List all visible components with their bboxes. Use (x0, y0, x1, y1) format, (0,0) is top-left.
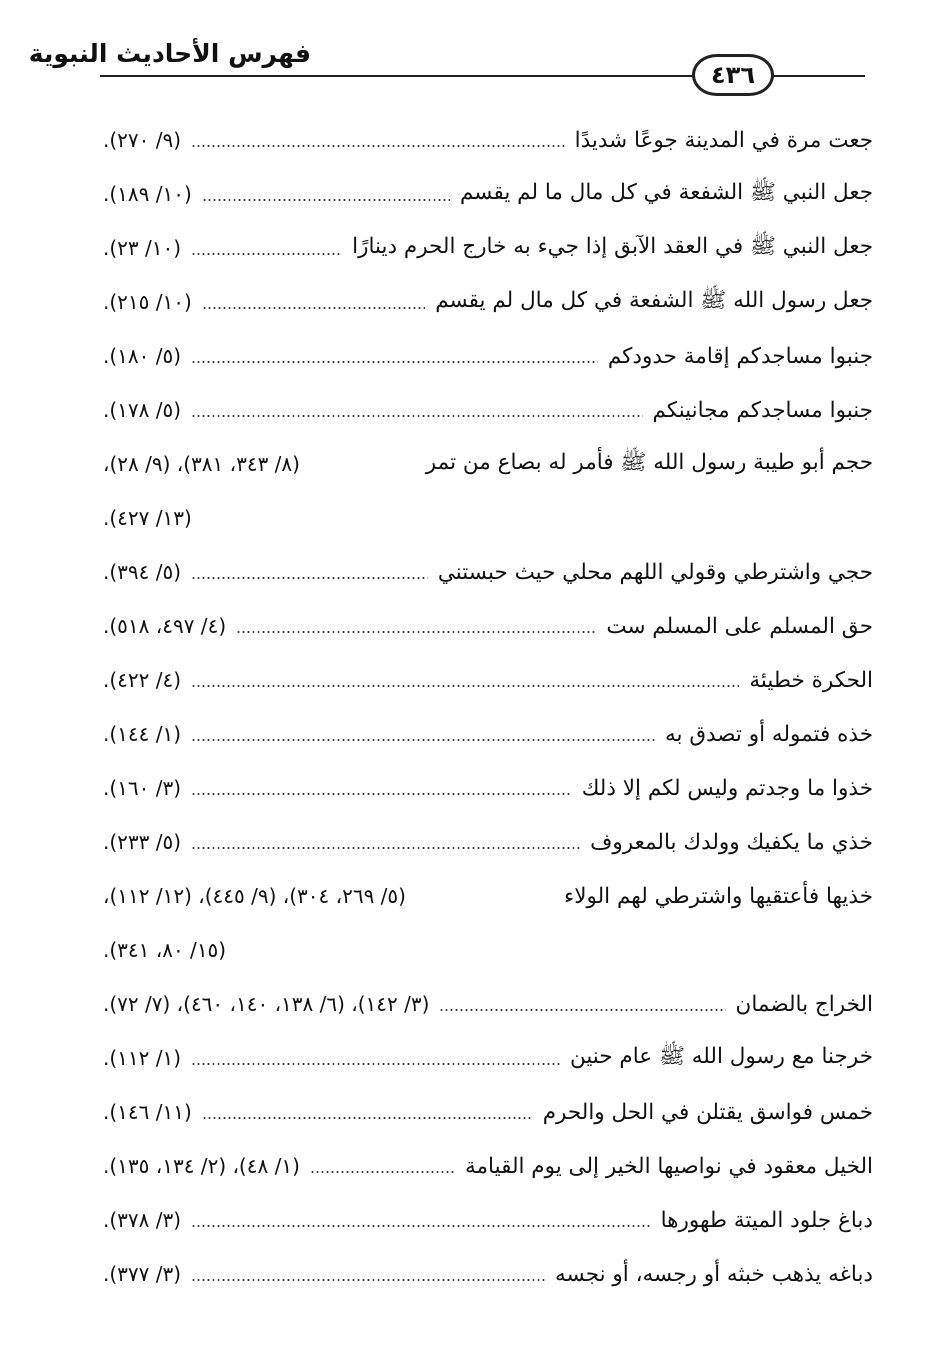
entry-text: حق المسلم على المسلم ست (606, 613, 873, 639)
entry-reference-continued: (١٣/ ٤٢٧). (103, 506, 192, 530)
entry-text: خذيها فأعتقيها واشترطي لهم الولاء (564, 883, 873, 909)
running-header-title: فهرس الأحاديث النبوية (28, 39, 311, 68)
entry-text: جنبوا مساجدكم مجانينكم (652, 397, 873, 423)
index-entry (103, 545, 873, 599)
entry-reference: (١٠/ ٢٣). (103, 236, 182, 260)
leader-dots (191, 145, 565, 147)
entry-text: جعل النبي ﷺ في العقد الآبق إذا جيء به خارج الحرم دينارًا (352, 233, 873, 259)
leader-dots (191, 577, 428, 579)
leader-dots (191, 685, 739, 687)
entry-text: حجي واشترطي وقولي اللهم محلي حيث حبستني (437, 559, 873, 585)
index-entry (103, 329, 873, 383)
index-entry (103, 977, 873, 1031)
index-entry (103, 815, 873, 869)
entry-reference: (٣/ ١٦٠). (103, 776, 182, 800)
leader-dots (202, 307, 425, 309)
entry-text: خذوا ما وجدتم وليس لكم إلا ذلك (581, 775, 873, 801)
index-entry (103, 653, 873, 707)
leader-dots (191, 793, 572, 795)
entry-reference: (٨/ ٣٤٣، ٣٨١)، (٩/ ٢٨)، (103, 452, 300, 476)
entry-reference: (١١/ ١٤٦). (103, 1100, 192, 1124)
entry-text: الخيل معقود في نواصيها الخير إلى يوم القيامة (464, 1153, 873, 1179)
entry-text: جنبوا مساجدكم إقامة حدودكم (607, 343, 873, 369)
leader-dots (202, 1117, 533, 1119)
index-entry (103, 383, 873, 437)
entry-text: حجم أبو طيبة رسول الله ﷺ فأمر له بصاع من تمر (425, 449, 873, 475)
entry-reference: (١/ ٤٨)، (٢/ ١٣٤، ١٣٥). (103, 1154, 300, 1178)
leader-dots (191, 1063, 560, 1065)
index-entry (103, 1247, 873, 1301)
entry-reference: (٥/ ٢٣٣). (103, 830, 182, 854)
page-number-badge: ٤٣٦ (692, 54, 774, 96)
entry-reference: (٤/ ٤٢٢). (103, 668, 182, 692)
entry-reference: (٥/ ٣٩٤). (103, 560, 182, 584)
index-entry (103, 1031, 873, 1085)
index-entry (103, 221, 873, 275)
entry-text: جعل النبي ﷺ الشفعة في كل مال ما لم يقسم (459, 179, 873, 205)
entry-text: جعل رسول الله ﷺ الشفعة في كل مال لم يقسم (435, 287, 873, 313)
entry-text: خذي ما يكفيك وولدك بالمعروف (590, 829, 873, 855)
entry-text: جعت مرة في المدينة جوعًا شديدًا (574, 127, 873, 153)
hadith-index-list (103, 113, 873, 1301)
entry-text: خرجنا مع رسول الله ﷺ عام حنين (569, 1043, 873, 1069)
index-entry (103, 869, 873, 923)
entry-reference: (٣/ ١٤٢)، (٦/ ١٣٨، ١٤٠، ٤٦٠)، (٧/ ٧٢). (103, 992, 430, 1016)
entry-text: خذه فتموله أو تصدق به (664, 721, 873, 747)
index-entry (103, 707, 873, 761)
entry-reference: (٥/ ١٨٠). (103, 344, 182, 368)
entry-reference: (٣/ ٣٧٨). (103, 1208, 182, 1232)
leader-dots (310, 1171, 455, 1173)
index-entry-continuation (103, 923, 873, 977)
entry-text: الخراج بالضمان (735, 991, 873, 1017)
leader-dots (191, 361, 598, 363)
leader-dots (191, 1225, 651, 1227)
leader-dots (191, 739, 655, 741)
index-entry (103, 275, 873, 329)
index-entry (103, 761, 873, 815)
index-entry (103, 1085, 873, 1139)
index-entry (103, 113, 873, 167)
index-entry-continuation (103, 491, 873, 545)
entry-text: الحكرة خطيئة (749, 667, 873, 693)
leader-dots (191, 1279, 545, 1281)
entry-text: دباغه يذهب خبثه أو رجسه، أو نجسه (555, 1261, 873, 1287)
entry-reference: (٣/ ٣٧٧). (103, 1262, 182, 1286)
entry-reference: (١٠/ ٢١٥). (103, 290, 192, 314)
entry-reference: (٥/ ١٧٨). (103, 398, 182, 422)
entry-reference: (٥/ ٢٦٩، ٣٠٤)، (٩/ ٤٤٥)، (١٢/ ١١٢)، (103, 884, 406, 908)
leader-dots (191, 847, 580, 849)
entry-text: دباغ جلود الميتة طهورها (660, 1207, 873, 1233)
entry-reference: (١/ ١١٢). (103, 1046, 182, 1070)
index-entry (103, 437, 873, 491)
entry-reference: (٩/ ٢٧٠). (103, 128, 182, 152)
entry-reference-continued: (١٥/ ٨٠، ٣٤١). (103, 938, 227, 962)
index-entry (103, 1193, 873, 1247)
index-entry (103, 167, 873, 221)
leader-dots (439, 1009, 725, 1011)
entry-reference: (٤/ ٤٩٧، ٥١٨). (103, 614, 227, 638)
leader-dots (202, 199, 450, 201)
entry-reference: (١/ ١٤٤). (103, 722, 182, 746)
leader-dots (236, 631, 596, 633)
index-entry (103, 1139, 873, 1193)
entry-text: خمس فواسق يقتلن في الحل والحرم (542, 1099, 873, 1125)
index-entry (103, 599, 873, 653)
entry-reference: (١٠/ ١٨٩). (103, 182, 192, 206)
leader-dots (191, 253, 342, 255)
leader-dots (191, 415, 642, 417)
